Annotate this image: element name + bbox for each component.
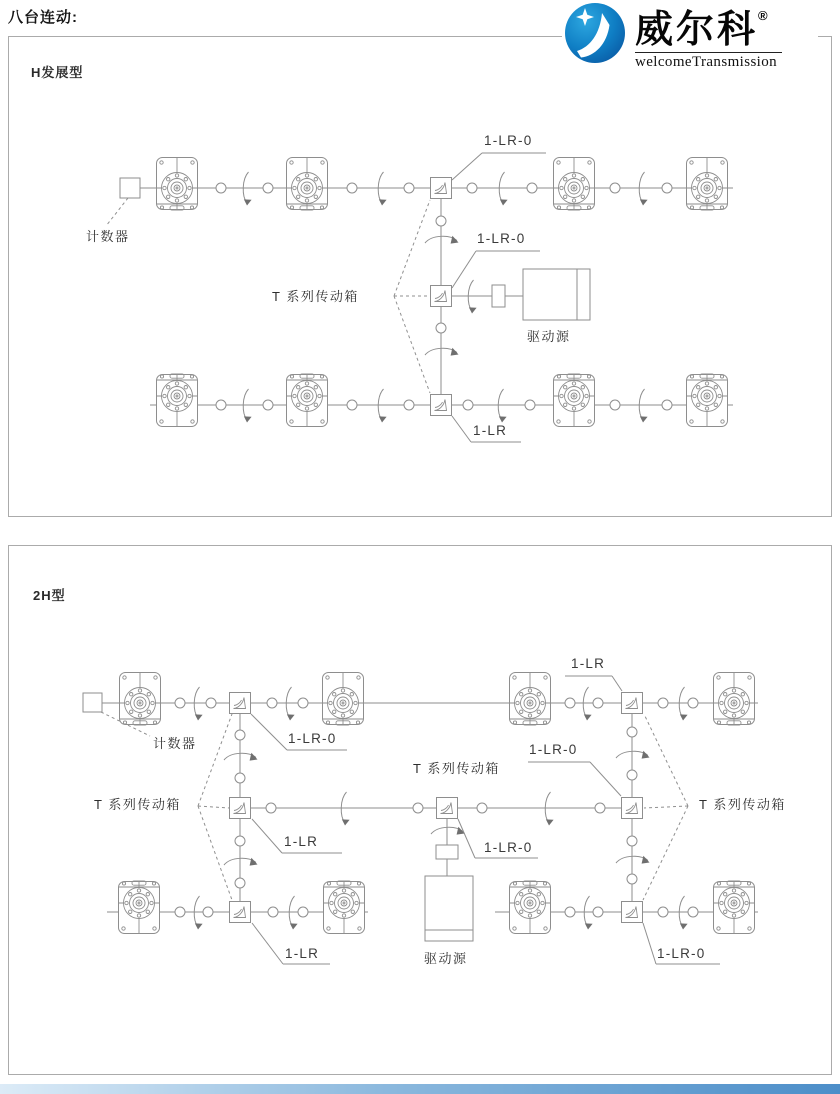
corner-gearbox-symbol — [431, 286, 452, 307]
shaft-coupling — [347, 183, 357, 193]
diagram-label: 1-LR — [473, 423, 508, 438]
brand-logo-icon — [562, 0, 628, 64]
rotation-arrow — [425, 348, 459, 356]
rotation-arrow — [545, 792, 553, 826]
diagram-label: T 系列传动箱 — [272, 289, 359, 304]
corner-gearbox-symbol — [230, 693, 251, 714]
diagram-label: 1-LR-0 — [484, 840, 533, 855]
gearbox-symbol — [554, 374, 595, 427]
gearbox-symbol — [323, 673, 364, 726]
drive-motor — [523, 269, 590, 320]
shaft-coupling — [688, 907, 698, 917]
shaft-coupling — [404, 183, 414, 193]
diagram-label: 驱动源 — [527, 329, 571, 344]
gearbox-symbol — [157, 374, 198, 427]
rotation-arrow — [498, 389, 506, 423]
rotation-arrow — [639, 389, 647, 423]
rotation-arrow — [679, 896, 687, 930]
shaft-coupling — [658, 698, 668, 708]
shaft-coupling — [527, 183, 537, 193]
rotation-arrow — [286, 687, 294, 721]
shaft-coupling — [298, 698, 308, 708]
shaft-coupling — [235, 730, 245, 740]
shaft-coupling — [610, 400, 620, 410]
rotation-arrow — [378, 172, 386, 206]
shaft-coupling — [268, 907, 278, 917]
diagram-label: 1-LR-0 — [484, 133, 533, 148]
shaft-coupling — [467, 183, 477, 193]
brand-name-row — [635, 0, 782, 53]
page-title: 八台连动: — [8, 9, 78, 26]
rotation-arrow — [468, 280, 476, 314]
corner-gearbox-symbol — [431, 178, 452, 199]
rotation-arrow — [289, 896, 297, 930]
gearbox-symbol — [287, 158, 328, 211]
shaft-coupling — [175, 907, 185, 917]
rotation-arrow — [341, 792, 349, 826]
brand-subtitle: welcomeTransmission — [635, 53, 778, 70]
panel-title-2h-type: 2H型 — [33, 588, 66, 603]
shaft-coupling — [436, 323, 446, 333]
gearbox-symbol — [324, 881, 365, 934]
shaft-coupling — [662, 400, 672, 410]
gearbox-symbol — [157, 158, 198, 211]
shaft-coupling — [593, 907, 603, 917]
counter-box — [83, 693, 102, 712]
corner-gearbox-symbol — [431, 395, 452, 416]
rotation-arrow — [431, 827, 465, 835]
diagram-label: 1-LR — [285, 946, 320, 961]
coupling-block — [436, 845, 458, 859]
brand-name: 威尔科 — [635, 8, 759, 51]
corner-gearbox-symbol — [230, 902, 251, 923]
rotation-arrow — [378, 389, 386, 423]
shaft-coupling — [235, 878, 245, 888]
rotation-arrow — [224, 753, 258, 761]
diagram-label: 1-LR — [571, 656, 606, 671]
corner-gearbox-symbol — [437, 798, 458, 819]
diagram-label: 1-LR-0 — [477, 231, 526, 246]
shaft-coupling — [565, 698, 575, 708]
diagram-label: T 系列传动箱 — [94, 797, 181, 812]
shaft-coupling — [175, 698, 185, 708]
diagram-label: 计数器 — [86, 229, 130, 244]
shaft-coupling — [263, 400, 273, 410]
shaft-coupling — [627, 770, 637, 780]
shaft-coupling — [662, 183, 672, 193]
rotation-arrow — [679, 687, 687, 721]
shaft-coupling — [235, 836, 245, 846]
rotation-arrow — [194, 687, 202, 721]
diagram-label: T 系列传动箱 — [699, 797, 786, 812]
diagram-label: 1-LR — [284, 834, 319, 849]
shaft-coupling — [627, 836, 637, 846]
shaft-coupling — [565, 907, 575, 917]
shaft-coupling — [203, 907, 213, 917]
registered-mark: ® — [758, 7, 768, 23]
rotation-arrow — [243, 172, 251, 206]
diagram-label: T 系列传动箱 — [413, 761, 500, 776]
panel-title-h-type: H发展型 — [31, 65, 84, 80]
drive-motor — [425, 876, 473, 941]
shaft-coupling — [413, 803, 423, 813]
shaft-coupling — [216, 400, 226, 410]
shaft-coupling — [595, 803, 605, 813]
shaft-coupling — [525, 400, 535, 410]
shaft-coupling — [267, 698, 277, 708]
diagram-label: 1-LR-0 — [288, 731, 337, 746]
rotation-arrow — [584, 896, 592, 930]
gearbox-symbol — [510, 673, 551, 726]
gearbox-symbol — [119, 881, 160, 934]
shaft-coupling — [404, 400, 414, 410]
gearbox-symbol — [554, 158, 595, 211]
shaft-coupling — [206, 698, 216, 708]
corner-gearbox-symbol — [622, 693, 643, 714]
gearbox-symbol — [510, 881, 551, 934]
gearbox-symbol — [714, 673, 755, 726]
corner-gearbox-symbol — [622, 798, 643, 819]
shaft-coupling — [298, 907, 308, 917]
shaft-coupling — [593, 698, 603, 708]
shaft-coupling — [477, 803, 487, 813]
rotation-arrow — [224, 858, 258, 866]
rotation-arrow — [583, 687, 591, 721]
rotation-arrow — [243, 389, 251, 423]
shaft-coupling — [436, 216, 446, 226]
diagram-label: 计数器 — [153, 736, 197, 751]
shaft-coupling — [627, 874, 637, 884]
rotation-arrow — [425, 236, 459, 244]
corner-gearbox-symbol — [622, 902, 643, 923]
shaft-coupling — [235, 773, 245, 783]
shaft-coupling — [658, 907, 668, 917]
shaft-coupling — [263, 183, 273, 193]
shaft-coupling — [688, 698, 698, 708]
shaft-coupling — [627, 727, 637, 737]
rotation-arrow — [499, 172, 507, 206]
rotation-arrow — [616, 856, 650, 864]
rotation-arrow — [639, 172, 647, 206]
diagram-label: 驱动源 — [424, 951, 468, 966]
diagram-label: 1-LR-0 — [529, 742, 578, 757]
diagram-label: 1-LR-0 — [657, 946, 706, 961]
rotation-arrow — [194, 896, 202, 930]
corner-gearbox-symbol — [230, 798, 251, 819]
shaft-coupling — [266, 803, 276, 813]
shaft-coupling — [610, 183, 620, 193]
brand-logo — [562, 0, 818, 70]
gearbox-symbol — [687, 374, 728, 427]
shaft-coupling — [463, 400, 473, 410]
shaft-coupling — [216, 183, 226, 193]
gearbox-symbol — [714, 881, 755, 934]
shaft-coupling — [347, 400, 357, 410]
gearbox-symbol — [287, 374, 328, 427]
coupling-block — [492, 285, 505, 307]
rotation-arrow — [616, 751, 650, 759]
counter-box — [120, 178, 140, 198]
gearbox-symbol — [687, 158, 728, 211]
gearbox-symbol — [120, 673, 161, 726]
